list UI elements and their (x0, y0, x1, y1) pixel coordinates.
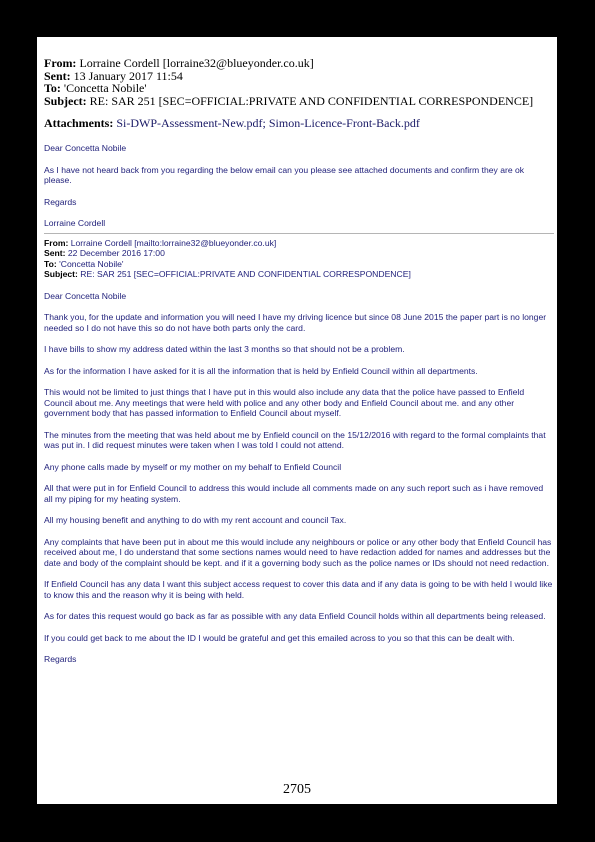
email2-to: 'Concetta Nobile' (59, 258, 124, 269)
email2-to-line: To: 'Concetta Nobile' (44, 258, 124, 269)
email1-to-line: To: 'Concetta Nobile' (44, 81, 147, 95)
email1-sent: 13 January 2017 11:54 (73, 68, 183, 83)
email1-signature: Lorraine Cordell (44, 218, 106, 228)
email2-subject-line: Subject: RE: SAR 251 [SEC=OFFICIAL:PRIVATE AND CONFIDENTIAL CORRESPONDENCE] (44, 269, 411, 280)
email2-body (44, 291, 553, 665)
email1-closing: Regards (44, 196, 77, 207)
email1-from-line: From: Lorraine Cordell [lorraine32@blueyonder.co.uk] (44, 56, 314, 70)
email1-paragraph: As I have not heard back from you regarding the below email can you please see attached documents and confirm they are ok please. (44, 164, 525, 185)
email2-closing: Regards (44, 654, 77, 665)
email1-sent-line: Sent: 13 January 2017 11:54 (44, 68, 183, 83)
email2-paragraph: I have bills to show my address dated within the last 3 months so that should not be a problem. (44, 344, 405, 355)
email2-paragraph: Thank you, for the update and information you will need I have my driving licence but since 08 June 2015 the paper part is no longer needed so I do not have this so do not have both parts only the card. (44, 312, 547, 333)
email2-from: Lorraine Cordell [mailto:lorraine32@blueyonder.co.uk] (70, 237, 277, 248)
email2-paragraph: As for the information I have asked for it is all the information that is held by Enfield Council within all departments. (44, 365, 478, 376)
email2-sent: 22 December 2016 17:00 (67, 248, 165, 259)
email2-subject: RE: SAR 251 [SEC=OFFICIAL:PRIVATE AND CONFIDENTIAL CORRESPONDENCE] (80, 269, 411, 280)
email2-sent-line: Sent: 22 December 2016 17:00 (44, 248, 165, 259)
email2-paragraph: The minutes from the meeting that was held about me by Enfield council on the 15/12/2016 with regard to the formal complaints that was put in. I did request minutes were taken when I was told I could not attend. (44, 429, 546, 451)
email1-attachments-line: Attachments: Si-DWP-Assessment-New.pdf; Simon-Licence-Front-Back.pdf (44, 116, 420, 130)
email2-paragraph: Any phone calls made by myself or my mother on my behalf to Enfield Council (44, 461, 342, 472)
email2-paragraph: If you could get back to me about the ID I would be grateful and get this emailed across to you so that this can be dealt with. (44, 632, 515, 643)
document-page (37, 37, 557, 804)
email1-from: Lorraine Cordell [lorraine32@blueyonder.co.uk] (79, 56, 314, 70)
email2-paragraph: Any complaints that have been put in about me this would include any neighbours or police or any other body that Enfield Council has received about me, I do understand that some sections names would need to have redaction added for names and addresses but the date and body of the complaint should be kept. and if it a governing body such as the police names or IDs should not need redaction. (44, 536, 552, 568)
email1-subject: RE: SAR 251 [SEC=OFFICIAL:PRIVATE AND CONFIDENTIAL CORRESPONDENCE] (89, 93, 534, 108)
email2-paragraph: All my housing benefit and anything to do with my rent account and council Tax. (44, 515, 347, 526)
email2-from-line: From: Lorraine Cordell [mailto:lorraine32@blueyonder.co.uk] (44, 237, 277, 248)
email2-paragraph: As for dates this request would go back as far as possible with any data Enfield Council holds within all departments being released. (44, 611, 546, 622)
email2-greeting: Dear Concetta Nobile (44, 290, 127, 301)
email1-greeting: Dear Concetta Nobile (44, 143, 127, 153)
email2-header (44, 238, 553, 280)
email1-body (44, 143, 553, 229)
email2-paragraph: All that were put in for Enfield Council to address this would include all comments made on any such report such as i have removed all my piping for my heating system. (44, 483, 544, 504)
email-separator (44, 233, 554, 234)
email2-paragraph: This would not be limited to just things that I have put in this would also include any data that the police have passed to Enfield Council about me. Any meetings that were held with police and any other body and Enfield Council about me. and any other government body that has passed information to Enfield Council about myself. (44, 387, 525, 419)
email1-header (44, 57, 553, 107)
email1-to: 'Concetta Nobile' (63, 81, 147, 95)
email1-subject-line: Subject: RE: SAR 251 [SEC=OFFICIAL:PRIVATE AND CONFIDENTIAL CORRESPONDENCE] (44, 93, 534, 108)
email2-paragraph: If Enfield Council has any data I want this subject access request to cover this data and if any data is going to be with held I would like to know this and the reason why it is being with held. (44, 579, 553, 600)
page-number: 2705 (283, 782, 311, 797)
email1-attachments: Si-DWP-Assessment-New.pdf; Simon-Licence-Front-Back.pdf (116, 116, 420, 130)
